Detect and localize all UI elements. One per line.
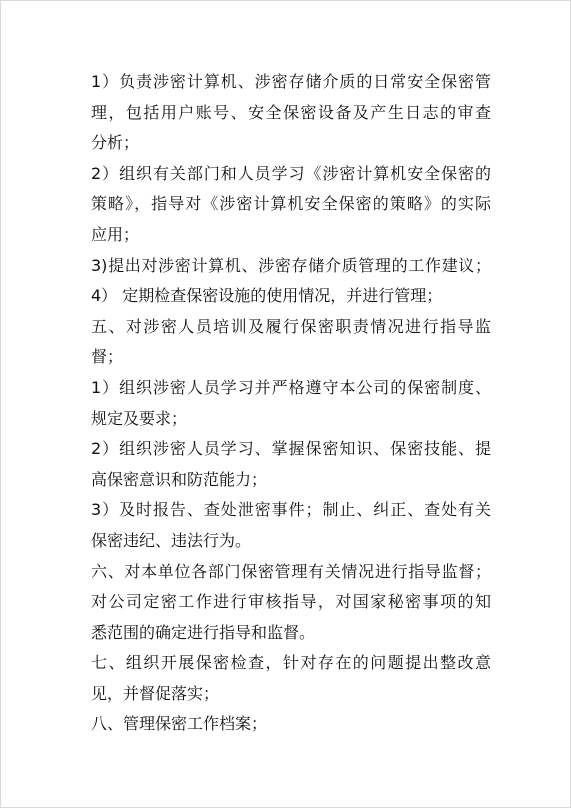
text-line: 悉范围的确定进行指导和监督。: [91, 622, 316, 642]
text-line: 1）负责涉密计算机、涉密存储介质的日常安全保密管: [91, 72, 491, 91]
text-line: 3)提出对涉密计算机、涉密存储介质管理的工作建议；: [91, 255, 491, 275]
section-heading-8: 八、管理保密工作档案；: [91, 714, 268, 734]
text-line: 3）及时报告、查处泄密事件；制止、纠正、查处有关: [91, 500, 491, 520]
document-body: [91, 67, 491, 740]
text-line: 分析；: [91, 133, 140, 153]
section-heading-5: 五、对涉密人员培训及履行保密职责情况进行指导监: [91, 316, 491, 336]
text-line: 理，包括用户账号、安全保密设备及产生日志的审查: [91, 102, 491, 122]
text-line: 1）组织涉密人员学习并严格遵守本公司的保密制度、: [91, 377, 491, 397]
text-line: 督；: [91, 347, 124, 367]
section-heading-6: 六、对本单位各部门保密管理有关情况进行指导监督；: [91, 561, 491, 581]
text-line: 策略》，指导对《涉密计算机安全保密的策略》的实际: [91, 194, 491, 214]
text-line: 4） 定期检查保密设施的使用情况，并进行管理；: [91, 286, 443, 306]
text-line: 保密违纪、违法行为。: [91, 530, 252, 550]
text-line: 规定及要求；: [91, 408, 188, 428]
text-line: 2）组织有关部门和人员学习《涉密计算机安全保密的: [91, 163, 491, 183]
text-line: 2）组织涉密人员学习、掌握保密知识、保密技能、提: [91, 439, 491, 459]
text-line: 应用；: [91, 224, 140, 244]
text-line: 见，并督促落实；: [91, 683, 220, 703]
text-line: 对公司定密工作进行审核指导，对国家秘密事项的知: [91, 592, 491, 612]
section-heading-7: 七、组织开展保密检查，针对存在的问题提出整改意: [91, 653, 491, 673]
text-line: 高保密意识和防范能力；: [91, 469, 268, 489]
